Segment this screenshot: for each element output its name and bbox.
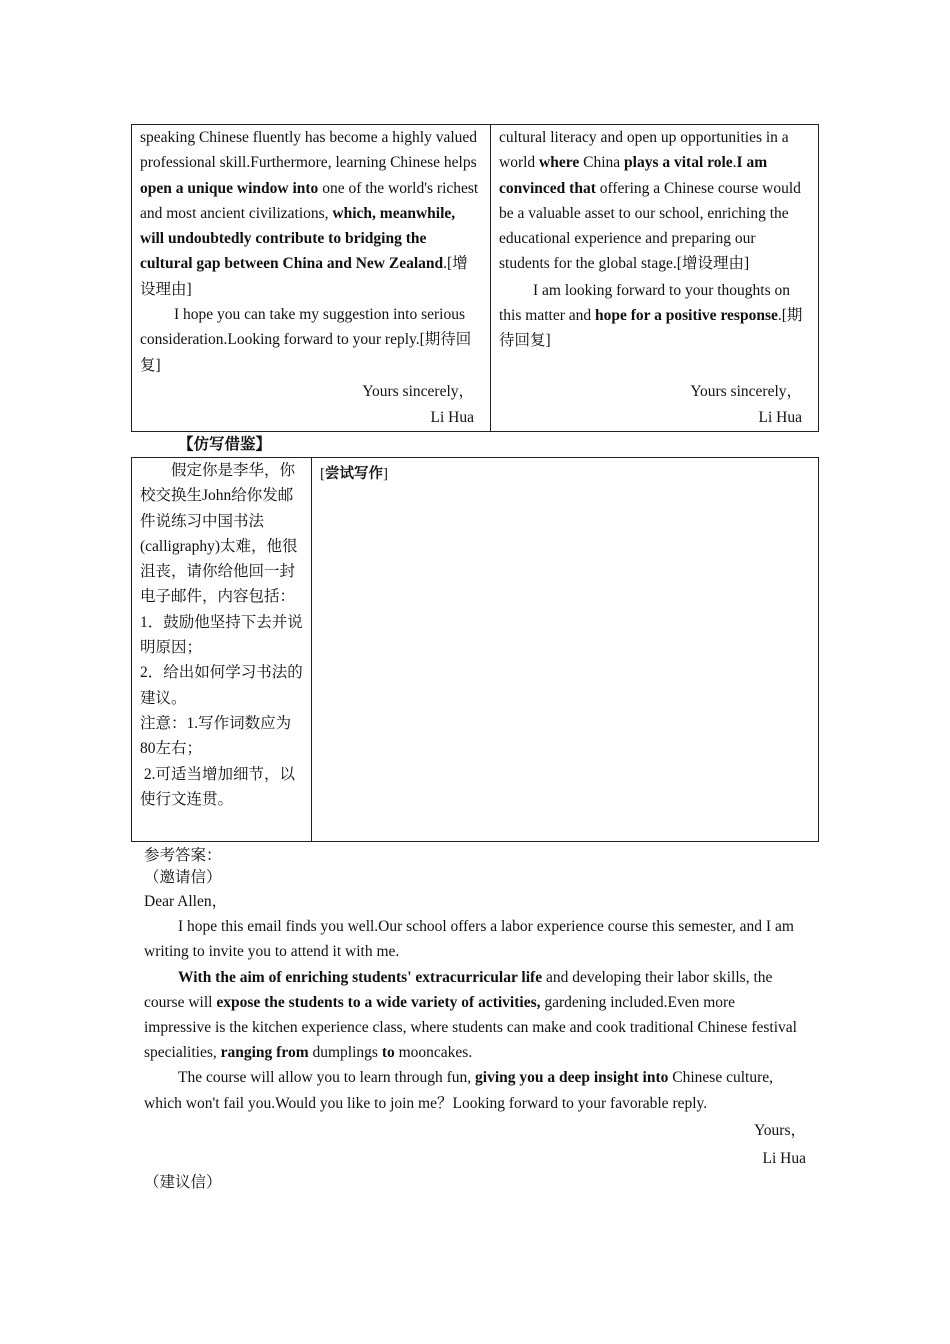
prompt-line: 假定你是李华，你校交换生John给你发邮件说练习中国书法(calligraphy)太难，他很沮丧，请你给他回一封电子邮件，内容包括： xyxy=(140,462,298,606)
answer-label: 参考答案： xyxy=(144,847,222,864)
writing-area-cell[interactable] xyxy=(312,458,819,842)
right-paragraph-2 xyxy=(499,278,810,354)
label-text: 尝试写作 xyxy=(325,466,383,482)
answer-paragraph-2 xyxy=(144,965,804,1066)
prompt-line: 注意：1.写作词数应为80左右； xyxy=(140,714,292,758)
text-segment: gardening included.Even more impressive is the kitchen experience class, where students can make and cook traditional Chinese festival specialities, xyxy=(144,993,797,1062)
left-letter-cell xyxy=(132,125,491,432)
bold-phrase: where xyxy=(539,154,580,172)
bold-phrase: I am convinced that xyxy=(499,154,768,197)
text-segment: cultural literacy and open up opportunities in a world xyxy=(499,129,789,172)
answer-closing: Yours， xyxy=(754,1121,806,1139)
bold-phrase: which, meanwhile, will undoubtedly contribute to bridging the cultural gap between China and New Zealand xyxy=(140,204,456,273)
bold-phrase: With the aim of enriching students' extracurricular life xyxy=(178,968,543,986)
answer-paragraph-3 xyxy=(144,1065,804,1115)
reference-answer xyxy=(144,845,804,1195)
model-letters-table xyxy=(131,124,819,432)
right-closing: Yours sincerely， xyxy=(690,383,802,400)
label-bracket-open: [ xyxy=(320,466,325,482)
text-segment: .[增设理由] xyxy=(140,255,468,298)
bold-phrase: hope for a positive response xyxy=(595,307,778,325)
left-closing: Yours sincerely， xyxy=(362,383,474,400)
bold-phrase: open a unique window into xyxy=(140,179,319,197)
right-signature: Li Hua xyxy=(758,409,802,426)
text-segment: The course will allow you to learn through fun, xyxy=(178,1069,476,1087)
text-segment: one of the world's richest and most ancient civilizations, xyxy=(140,179,479,222)
letter-type-suggestion: （建议信） xyxy=(144,1173,222,1191)
prompt-line: 2.可适当增加细节，以使行文连贯。 xyxy=(140,765,296,808)
bold-phrase: plays a vital role xyxy=(624,154,733,172)
text-segment: mooncakes. xyxy=(394,1044,473,1062)
letter-type-invitation: （邀请信） xyxy=(144,869,222,886)
left-paragraph-2 xyxy=(140,302,482,378)
bold-phrase: ranging from xyxy=(220,1044,309,1062)
text-segment: offering a Chinese course would be a valuable asset to our school, enriching the educational experience and preparing our students for the global stage.[增设理由] xyxy=(499,179,801,273)
prompt-line: 2．给出如何学习书法的建议。 xyxy=(140,664,303,707)
prompt-line: 1．鼓励他坚持下去并说明原因； xyxy=(140,613,303,657)
text-segment: Chinese culture, which won't fail you.Would you like to join me？Looking forward to your favorable reply. xyxy=(144,1069,773,1112)
right-paragraph-1 xyxy=(499,125,810,277)
answer-signature: Li Hua xyxy=(762,1149,806,1167)
bold-phrase: to xyxy=(381,1044,395,1062)
text-segment: dumplings xyxy=(308,1044,382,1062)
label-bracket-close: ] xyxy=(383,466,388,482)
left-signature: Li Hua xyxy=(430,409,474,426)
text-segment: . xyxy=(732,154,737,172)
left-paragraph-1 xyxy=(140,125,482,302)
bold-phrase: expose the students to a wide variety of activities, xyxy=(216,993,541,1011)
imitation-writing-heading: 【仿写借鉴】 xyxy=(178,435,272,453)
salutation: Dear Allen， xyxy=(144,893,228,910)
text-segment: China xyxy=(579,154,625,172)
task-prompt-cell xyxy=(132,458,312,842)
text-segment: speaking Chinese fluently has become a highly valued professional skill.Furthermore, learning Chinese helps xyxy=(140,129,478,172)
text-segment: I hope you can take my suggestion into serious consideration.Looking forward to your reply.[期待回复] xyxy=(140,306,472,374)
answer-paragraph-1 xyxy=(144,914,804,964)
bold-phrase: giving you a deep insight into xyxy=(475,1069,669,1087)
right-letter-cell xyxy=(491,125,819,432)
text-segment: .[期待回复] xyxy=(499,307,803,350)
try-writing-label xyxy=(320,462,810,486)
text-segment: and developing their labor skills, the course will xyxy=(144,968,773,1011)
text-segment: I am looking forward to your thoughts on this matter and xyxy=(499,281,791,325)
text-segment: I hope this email finds you well.Our school offers a labor experience course this semester, and I am writing to invite you to attend it with me. xyxy=(144,918,794,961)
writing-task-table xyxy=(131,457,819,842)
